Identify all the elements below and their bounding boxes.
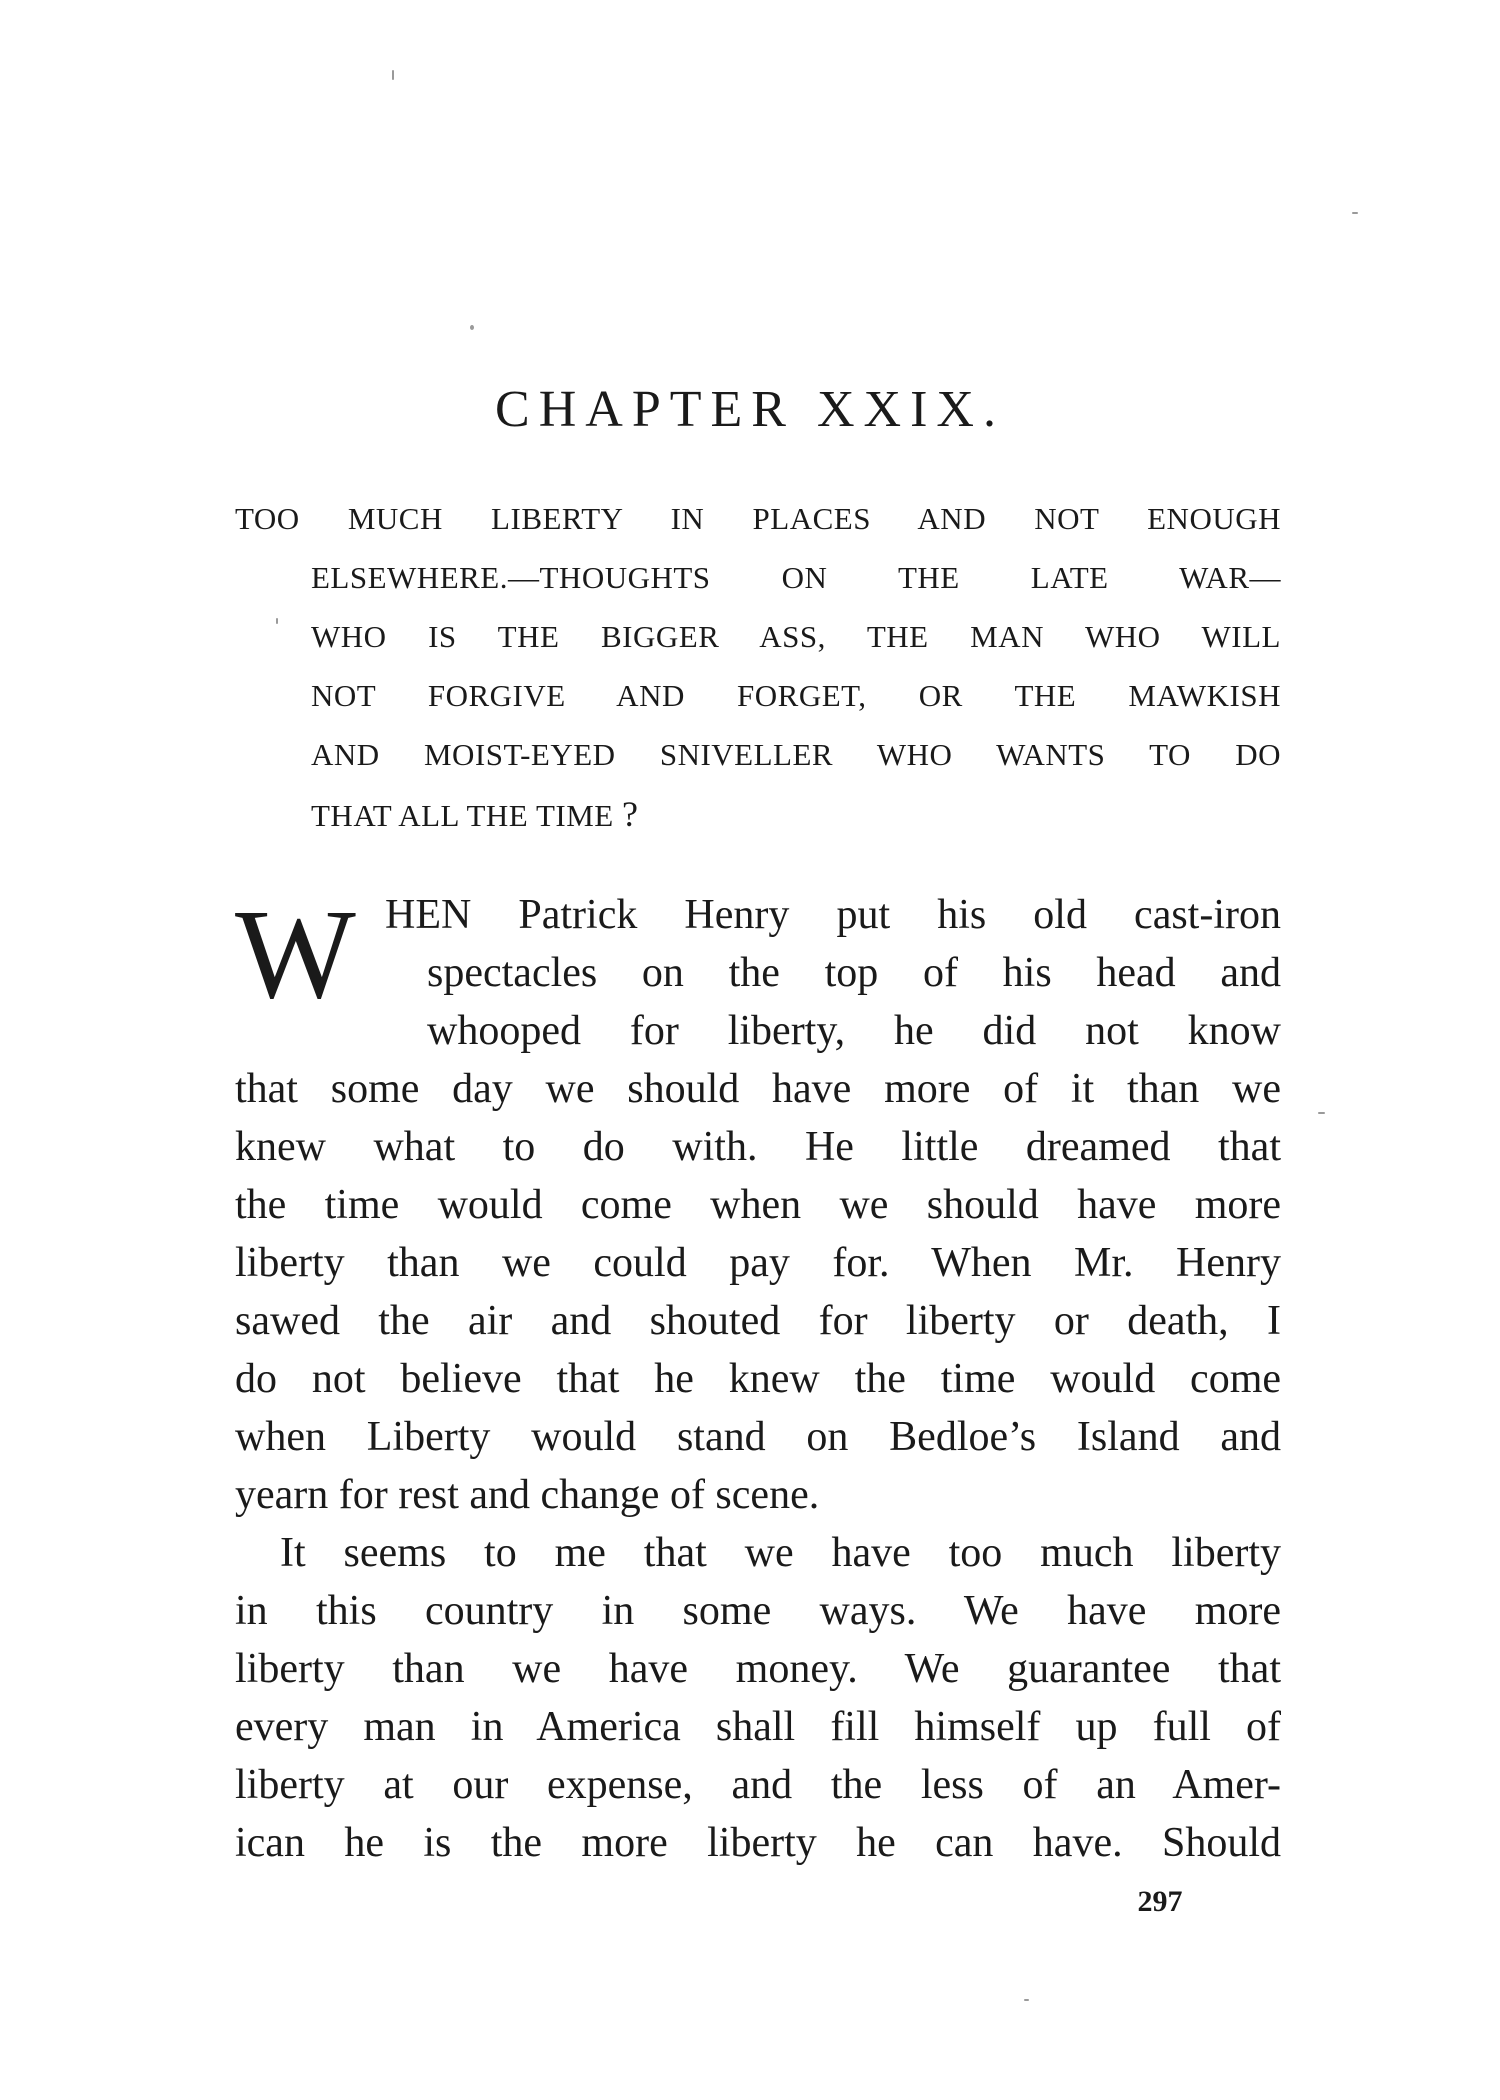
text-line: do not believe that he knew the time would come (235, 1356, 1281, 1402)
text-line: liberty at our expense, and the less of an Amer- (235, 1762, 1281, 1808)
summary-line: ELSEWHERE.—THOUGHTS ON THE LATE WAR— (311, 560, 1281, 595)
text-line: in this country in some ways. We have more (235, 1588, 1281, 1634)
text-line: that some day we should have more of it than we (235, 1066, 1281, 1112)
scan-speck (1352, 212, 1358, 214)
text-line: HEN Patrick Henry put his old cast-iron (385, 892, 1281, 938)
summary-line: AND MOIST-EYED SNIVELLER WHO WANTS TO DO (311, 737, 1281, 772)
body-text (235, 883, 1281, 1872)
page-number: 297 (1137, 1885, 1183, 1918)
summary-question-mark: ? (621, 794, 639, 834)
text-line: sawed the air and shouted for liberty or death, I (235, 1298, 1281, 1344)
chapter-title: CHAPTER XXIX. (495, 381, 1005, 438)
text-line: yearn for rest and change of scene. (235, 1472, 820, 1518)
scan-speck (470, 325, 474, 330)
text-line: ican he is the more liberty he can have. Should (235, 1820, 1281, 1866)
paragraph-2 (235, 1524, 1281, 1872)
text-line: liberty than we have money. We guarantee that (235, 1646, 1281, 1692)
text-line: knew what to do with. He little dreamed that (235, 1124, 1281, 1170)
paragraph-opening (235, 883, 1281, 1060)
paragraph-1 (235, 1060, 1281, 1524)
text-line: the time would come when we should have more (235, 1182, 1281, 1228)
drop-cap-lines (385, 886, 1281, 1060)
summary-line: NOT FORGIVE AND FORGET, OR THE MAWKISH (311, 678, 1281, 713)
summary-line: THAT ALL THE TIME (311, 798, 614, 833)
text-line: It seems to me that we have too much liberty (280, 1530, 1281, 1576)
text-line: whooped for liberty, he did not know (427, 1008, 1281, 1054)
text-line: liberty than we could pay for. When Mr. Henry (235, 1240, 1281, 1286)
text-line: when Liberty would stand on Bedloe’s Island and (235, 1414, 1281, 1460)
summary-last-line (311, 789, 1281, 848)
text-line: spectacles on the top of his head and (427, 950, 1281, 996)
drop-cap: W (235, 883, 356, 1025)
summary-line: TOO MUCH LIBERTY IN PLACES AND NOT ENOUGH (235, 501, 1281, 536)
scan-speck (392, 70, 394, 80)
chapter-summary (235, 494, 1281, 848)
text-line: every man in America shall fill himself up full of (235, 1704, 1281, 1750)
scan-speck (1024, 1999, 1029, 2001)
summary-line: WHO IS THE BIGGER ASS, THE MAN WHO WILL (311, 619, 1281, 654)
scan-speck (1318, 1112, 1325, 1114)
